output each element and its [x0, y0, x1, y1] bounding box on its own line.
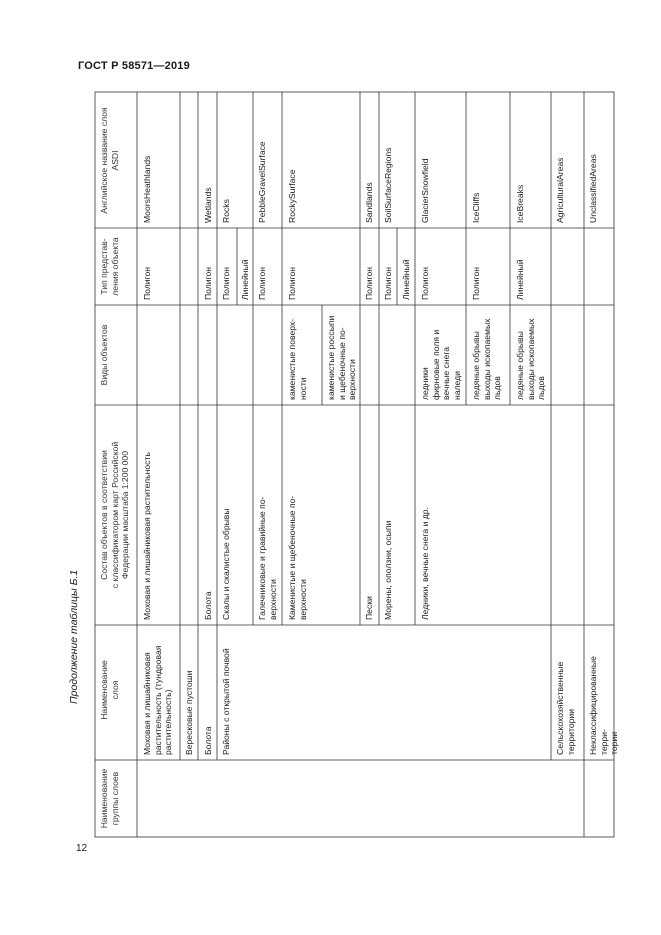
cell-layer-moss: Моховая и лишайниковая растительность (тундровая растительность)	[142, 645, 173, 755]
cell-layer-heath: Вересковые пустоши	[184, 670, 194, 755]
cell-type-pebble: Полигон	[257, 266, 267, 300]
cell-type-ice-cliffs: Полигон	[471, 266, 481, 300]
cell-type-moss: Полигон	[142, 266, 152, 300]
cell-english-unclassified: UnclassifiedAreas	[588, 154, 598, 223]
cell-composition-moss: Моховая и лишайниковая растительность	[142, 452, 152, 620]
cell-composition-pebble: Галечниковые и гравийные по- верхности	[257, 496, 278, 620]
cell-type-moraines-polygon: Полигон	[383, 266, 393, 300]
cell-english-ice-breaks: IceBreaks	[515, 184, 525, 223]
cell-english-moss: MoorsHeathlands	[142, 155, 152, 223]
cell-composition-moraines: Морены, оползни, осыпи	[383, 520, 393, 620]
cell-type-moraines-linear: Линейный	[401, 259, 411, 300]
cell-kind-ice-breaks: ледяные обрывы выходы ископаемых льдов	[515, 318, 546, 400]
cell-kind-glaciers: ледники фирновые поля и вечные снега наледи	[420, 329, 462, 400]
cell-english-glaciers: GlacierSnowfield	[420, 158, 430, 223]
cell-layer-open-soil: Районы с открытой почвой	[221, 648, 231, 755]
header-layer-name: Наименование слоя	[99, 660, 120, 720]
cell-english-agricultural: AgriculturalAreas	[555, 157, 565, 223]
cell-composition-rocks: Скалы и скалистые обрывы	[221, 508, 231, 620]
header-group-name: Наименование группы слоев	[99, 768, 120, 829]
cell-kind-ice-cliffs: ледяные обрывы выходы ископаемых льдов	[471, 318, 502, 400]
cell-layer-unclassified: Неклассифицированные терри- тории	[588, 656, 619, 755]
cell-composition-glaciers: Ледники, вечные снега и др.	[420, 507, 430, 620]
cell-english-rocky: RockySurface	[287, 169, 297, 223]
cell-type-rocks-polygon: Полигон	[221, 266, 231, 300]
cell-english-sands: Sandlands	[364, 182, 374, 223]
cell-english-wetlands: Wetlands	[203, 187, 213, 223]
document-header: ГОСТ Р 58571—2019	[78, 60, 190, 72]
cell-type-sands: Полигон	[364, 266, 374, 300]
page-number: 12	[76, 843, 88, 854]
cell-composition-wetlands: Болота	[203, 591, 213, 620]
cell-type-glaciers: Полигон	[420, 266, 430, 300]
cell-composition-rocky: Каменистые и щебеночные по- верхности	[287, 495, 308, 620]
cell-kind-rocky-surfaces: каменистые поверх- ности	[287, 318, 308, 400]
cell-english-moraines: SoilSurfaceRegions	[383, 147, 393, 223]
cell-english-ice-cliffs: IceCliffs	[471, 192, 481, 223]
header-representation-type: Тип представ- ления объекта	[99, 237, 120, 296]
header-english-name: Английское название слоя ASDI	[99, 107, 120, 214]
table-caption: Продолжение таблицы Б.1	[68, 569, 80, 704]
header-composition: Состав объектов в соответствии с классификатором карт Российской Федерации масштаба 1:200 000	[99, 441, 130, 589]
cell-kind-rocky-screes: каменистые россыпи и щебеночные по- верхности	[326, 315, 357, 400]
cell-english-rocks: Rocks	[221, 199, 231, 223]
cell-layer-wetlands: Болота	[203, 726, 213, 755]
cell-type-rocks-linear: Линейный	[240, 259, 250, 300]
header-object-kinds: Виды объектов	[99, 324, 109, 386]
cell-type-ice-breaks: Линейный	[515, 259, 525, 300]
cell-type-wetlands: Полигон	[203, 266, 213, 300]
cell-layer-agricultural: Сельскохозяйственные территории	[555, 661, 576, 755]
cell-type-rocky: Полигон	[287, 266, 297, 300]
cell-composition-sands: Пески	[364, 596, 374, 620]
cell-english-pebble: PebbleGravelSurface	[257, 141, 267, 223]
